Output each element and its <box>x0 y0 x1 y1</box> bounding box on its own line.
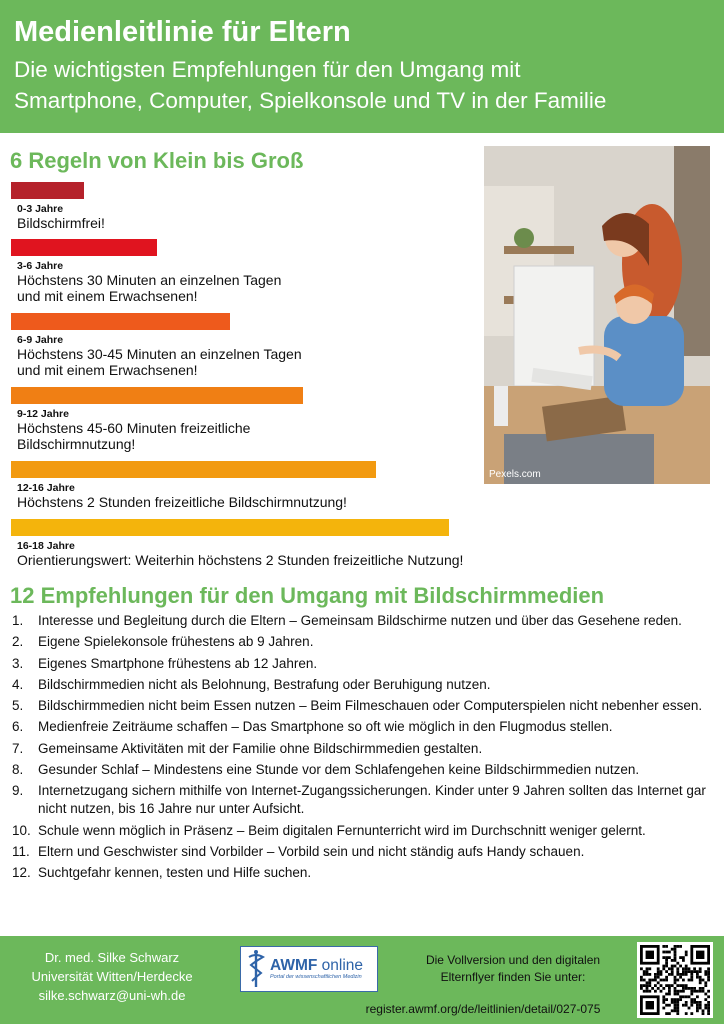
logo-tagline: Portal der wissenschaftlichen Medizin <box>270 974 362 980</box>
age-rules-list <box>11 182 551 576</box>
age-rule <box>11 239 551 304</box>
recommendation-item <box>12 843 712 861</box>
recommendation-item <box>12 718 712 736</box>
recommendations-section-title: 12 Empfehlungen für den Umgang mit Bildschirmmedien <box>10 583 605 608</box>
recommendation-number: 3. <box>12 655 24 671</box>
recommendation-text: Suchtgefahr kennen, testen und Hilfe suchen. <box>38 865 312 881</box>
age-rule-range: 3-6 Jahre <box>17 260 64 272</box>
age-rule-text: Bildschirmfrei! <box>17 215 105 231</box>
age-rule-bar <box>11 519 449 536</box>
recommendation-number: 2. <box>12 634 24 650</box>
recommendation-item <box>12 761 712 779</box>
recommendation-item <box>12 782 712 818</box>
guideline-url-link[interactable]: register.awmf.org/de/leitlinien/detail/027-075 <box>365 1002 601 1016</box>
recommendation-number: 1. <box>12 613 24 628</box>
recommendation-number: 5. <box>12 698 24 714</box>
recommendation-item <box>12 676 712 694</box>
recommendation-number: 12. <box>12 865 31 881</box>
qr-code-graphic <box>640 945 710 1015</box>
recommendation-item <box>12 655 712 673</box>
age-rule-range: 16-18 Jahre <box>17 540 75 552</box>
age-rule <box>11 519 551 568</box>
author-block <box>12 948 212 1005</box>
recommendation-text: Medienfreie Zeiträume schaffen – Das Smartphone so oft wie möglich in den Flugmodus stellen. <box>38 719 613 735</box>
recommendation-text: Eigenes Smartphone frühestens ab 12 Jahren. <box>38 655 318 671</box>
age-rule-bar <box>11 182 84 199</box>
recommendation-text: Interesse und Begleitung durch die Eltern – Gemeinsam Bildschirme nutzen und über das Gesehene reden. <box>38 613 682 628</box>
age-rule <box>11 313 551 378</box>
age-rule-range: 9-12 Jahre <box>17 408 69 420</box>
age-rule-range: 0-3 Jahre <box>17 203 64 215</box>
recommendation-item <box>12 697 712 715</box>
qr-code-icon[interactable] <box>637 942 713 1018</box>
footer-banner <box>0 936 724 1024</box>
recommendation-text: Bildschirmmedien nicht beim Essen nutzen – Beim Filmeschauen oder Computerspielen nicht nebenher essen. <box>38 698 703 714</box>
fulltext-note: Die Vollversion und den digitalen Elternflyer finden Sie unter: <box>425 953 601 984</box>
author-name: Dr. med. Silke Schwarz <box>44 950 180 965</box>
recommendation-number: 9. <box>12 783 24 799</box>
age-rule-bar <box>11 461 376 478</box>
recommendation-item <box>12 612 712 630</box>
author-affiliation: Universität Witten/Herdecke <box>31 969 193 984</box>
recommendation-number: 11. <box>12 843 30 859</box>
rules-section-title: 6 Regeln von Klein bis Groß <box>10 148 304 173</box>
recommendation-text: Eigene Spielekonsole frühestens ab 9 Jahren. <box>38 634 314 650</box>
awmf-logo <box>240 946 378 992</box>
recommendation-number: 4. <box>12 676 24 692</box>
recommendation-item <box>12 864 712 882</box>
age-rule-bar <box>11 313 230 330</box>
age-rule-bar <box>11 387 303 404</box>
recommendation-text: Internetzugang sichern mithilfe von Internet-Zugangssicherungen. Kinder unter 9 Jahren sollten das Internet gar nicht nutzen, bis 16 Jahre nur unter Aufsicht. <box>38 783 706 817</box>
age-rule-text: Höchstens 30-45 Minuten an einzelnen Tagen und mit einem Erwachsenen! <box>17 346 302 378</box>
family-photo <box>484 146 710 484</box>
recommendation-number: 7. <box>12 740 24 756</box>
mother-and-child-at-computer-illustration <box>484 146 710 484</box>
header-banner <box>0 0 724 133</box>
age-rule-range: 12-16 Jahre <box>17 482 75 494</box>
age-rule <box>11 461 551 510</box>
page-subtitle-line-2: Smartphone, Computer, Spielkonsole und TV in der Familie <box>14 88 607 113</box>
recommendation-item <box>12 822 712 840</box>
recommendation-number: 6. <box>12 719 24 735</box>
recommendation-item <box>12 740 712 758</box>
recommendation-item <box>12 633 712 651</box>
age-rule-bar <box>11 239 157 256</box>
age-rule-text: Höchstens 2 Stunden freizeitliche Bildschirmnutzung! <box>17 494 347 510</box>
age-rule <box>11 182 551 231</box>
recommendation-text: Bildschirmmedien nicht als Belohnung, Bestrafung oder Beruhigung nutzen. <box>38 676 491 692</box>
caduceus-icon <box>245 949 267 989</box>
age-rule-text: Höchstens 30 Minuten an einzelnen Tagen und mit einem Erwachsenen! <box>17 272 282 304</box>
recommendation-text: Eltern und Geschwister sind Vorbilder – Vorbild sein und nicht ständig aufs Handy schauen. <box>38 843 585 859</box>
recommendation-number: 8. <box>12 762 24 778</box>
age-rule-range: 6-9 Jahre <box>17 334 64 346</box>
page-title: Medienleitlinie für Eltern <box>14 16 351 48</box>
author-email[interactable]: silke.schwarz@uni-wh.de <box>38 988 186 1003</box>
age-rule-text: Orientierungswert: Weiterhin höchstens 2 Stunden freizeitliche Nutzung! <box>17 552 464 568</box>
recommendation-text: Gesunder Schlaf – Mindestens eine Stunde vor dem Schlafengehen keine Bildschirmmedien nutzen. <box>38 762 640 778</box>
recommendation-text: Schule wenn möglich in Präsenz – Beim digitalen Fernunterricht wird im Durchschnitt weniger gelernt. <box>38 822 646 838</box>
photo-credit: Pexels.com <box>489 469 541 480</box>
recommendations-list <box>12 612 712 886</box>
page-subtitle-line-1: Die wichtigsten Empfehlungen für den Umgang mit <box>14 57 521 82</box>
logo-name: AWMF online <box>270 957 364 974</box>
age-rule-text: Höchstens 45-60 Minuten freizeitliche Bildschirmnutzung! <box>17 420 251 452</box>
recommendation-number: 10. <box>12 822 31 838</box>
recommendation-text: Gemeinsame Aktivitäten mit der Familie ohne Bildschirmmedien gestalten. <box>38 740 483 756</box>
age-rule <box>11 387 551 452</box>
